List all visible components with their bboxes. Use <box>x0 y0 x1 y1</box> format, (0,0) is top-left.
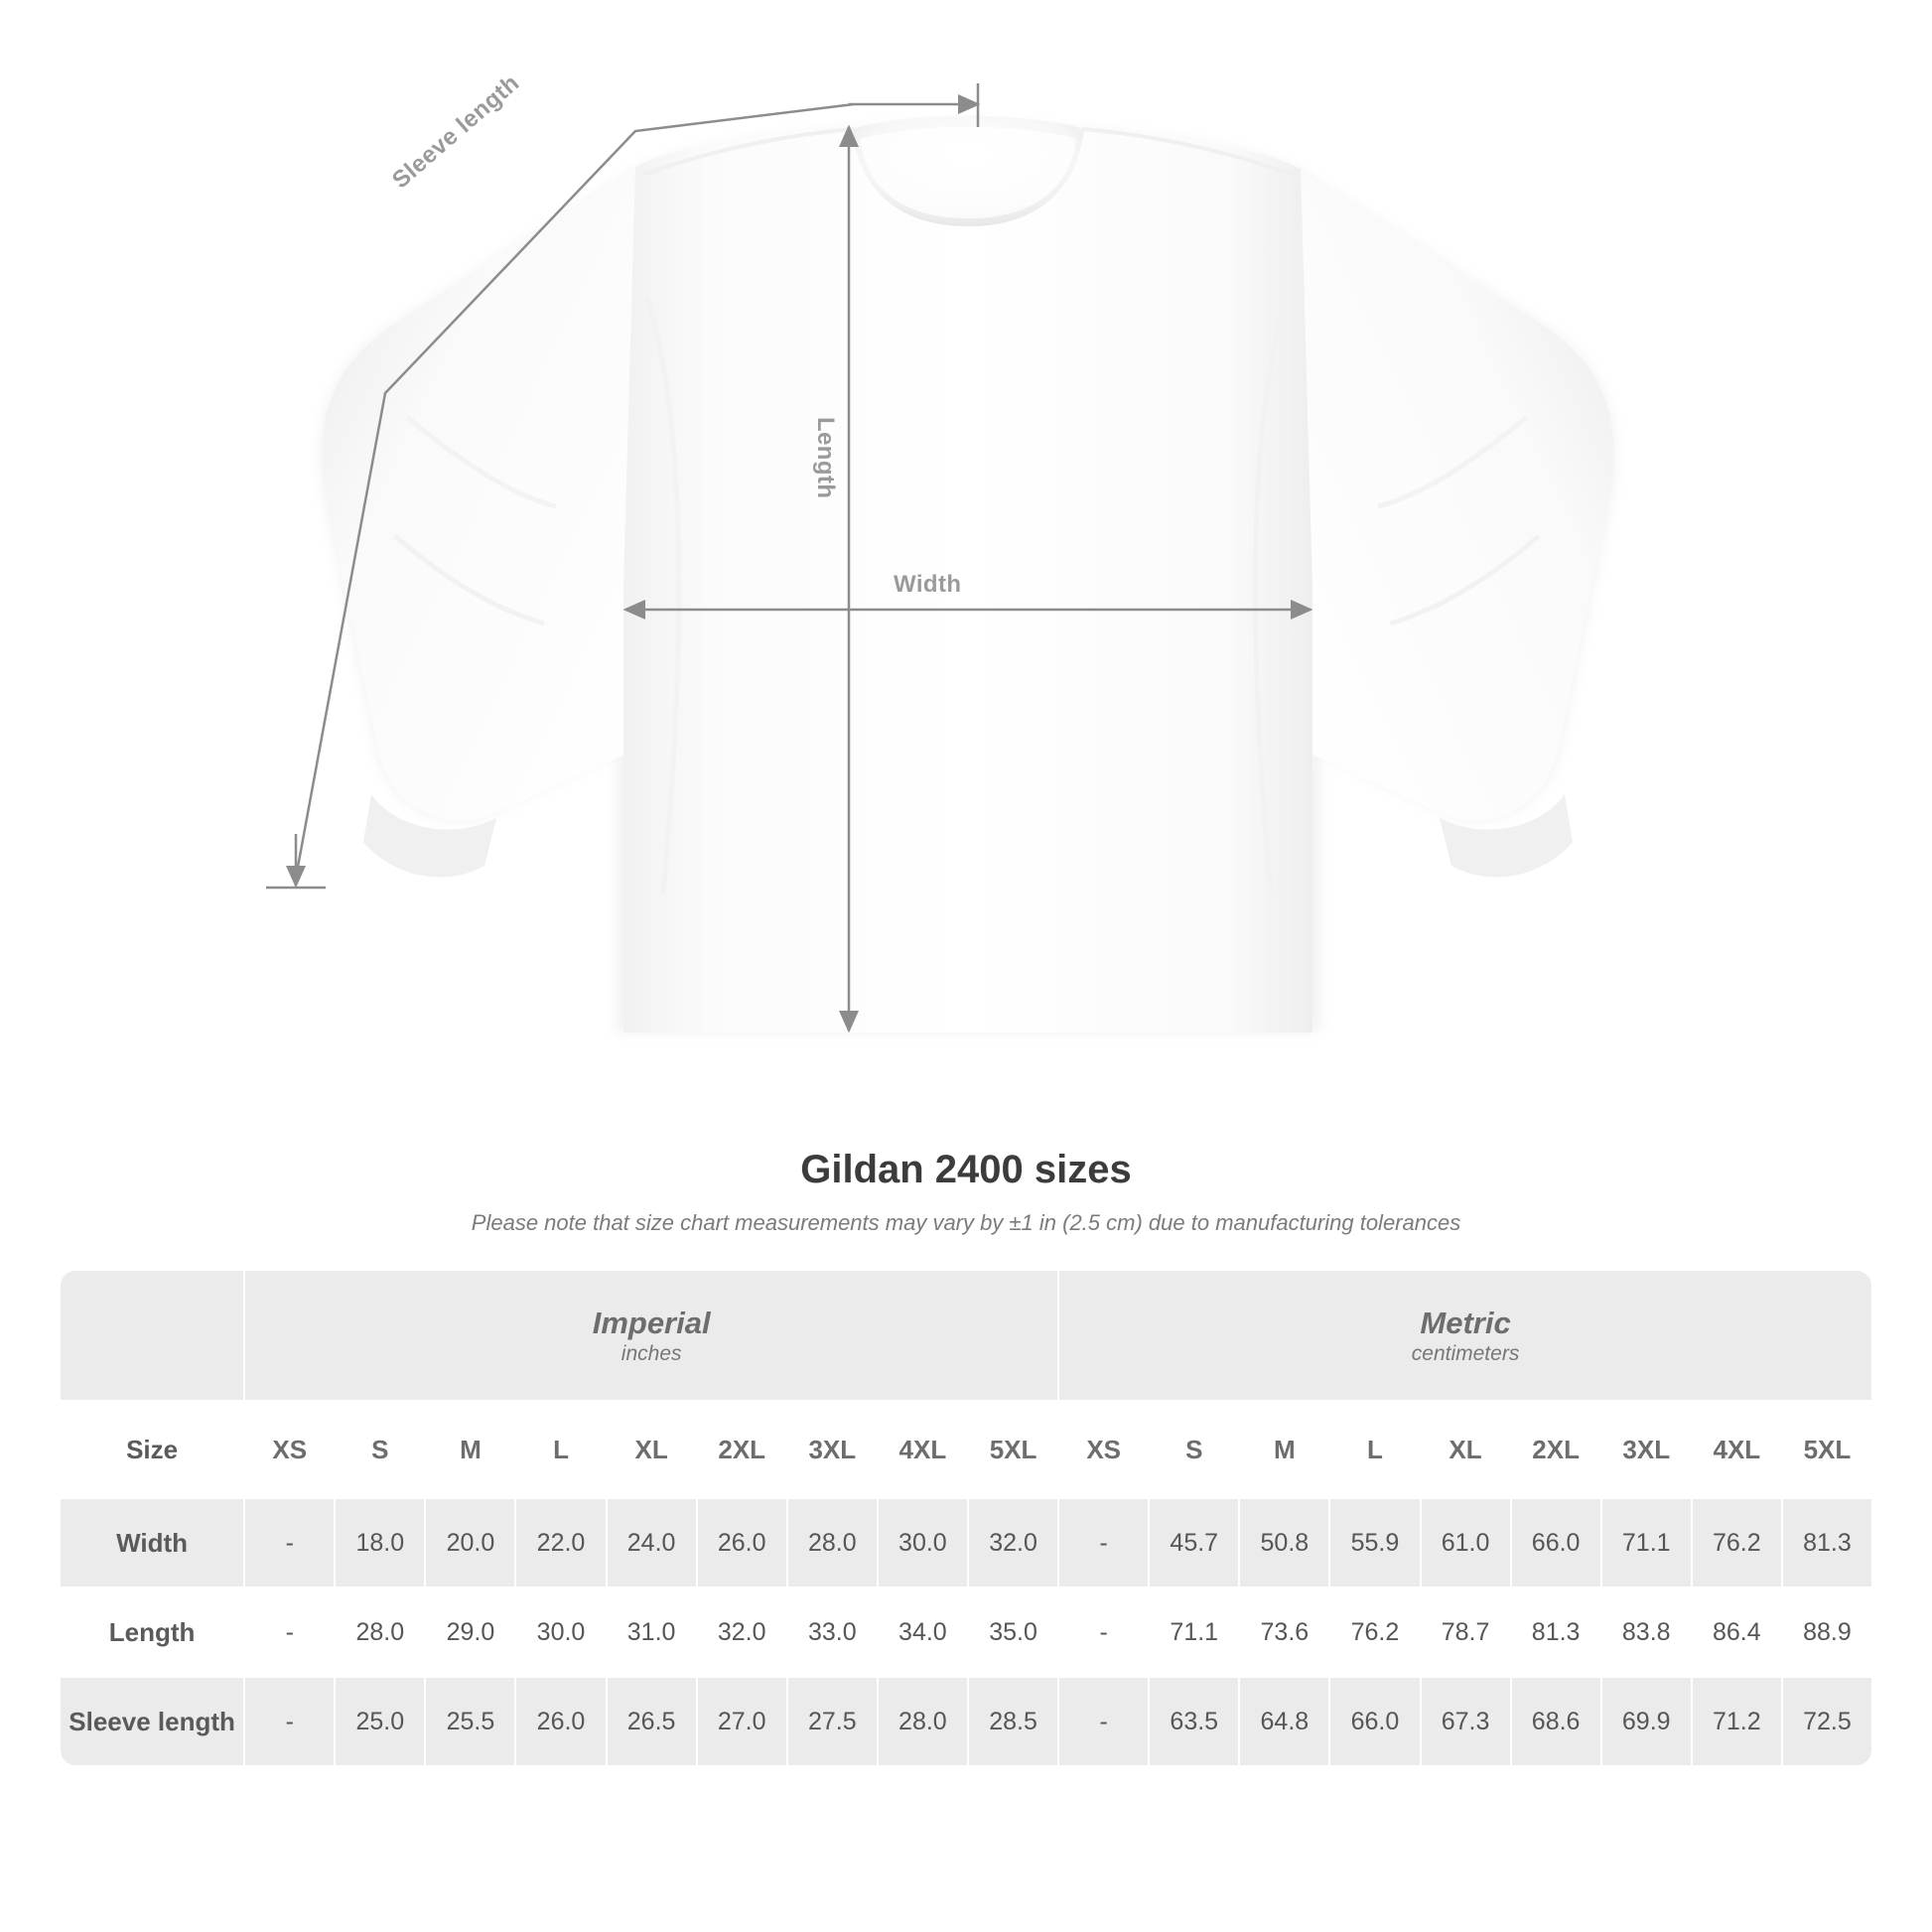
shirt-body <box>623 124 1312 1033</box>
cell-sleeve-metric-s: 63.5 <box>1149 1677 1239 1766</box>
cell-sleeve-metric-xs: - <box>1058 1677 1149 1766</box>
cell-width-imperial-3xl: 28.0 <box>787 1498 878 1587</box>
cell-width-imperial-xl: 24.0 <box>607 1498 697 1587</box>
header-metric-5xl: 5XL <box>1782 1401 1872 1498</box>
page-title: Gildan 2400 sizes <box>800 1148 1132 1191</box>
cell-width-imperial-2xl: 26.0 <box>697 1498 787 1587</box>
left-sleeve <box>323 169 636 821</box>
cell-length-imperial-l: 30.0 <box>515 1587 606 1677</box>
cell-width-imperial-4xl: 30.0 <box>878 1498 968 1587</box>
cell-sleeve-imperial-xl: 26.5 <box>607 1677 697 1766</box>
cell-width-metric-2xl: 66.0 <box>1511 1498 1601 1587</box>
cell-width-metric-l: 55.9 <box>1329 1498 1420 1587</box>
row-label-length: Length <box>60 1587 244 1677</box>
cell-sleeve-metric-4xl: 71.2 <box>1692 1677 1782 1766</box>
cell-width-metric-m: 50.8 <box>1239 1498 1329 1587</box>
cell-length-imperial-xl: 31.0 <box>607 1587 697 1677</box>
cell-length-imperial-xs: - <box>244 1587 335 1677</box>
cell-width-metric-5xl: 81.3 <box>1782 1498 1872 1587</box>
row-label-sleeve-length: Sleeve length <box>60 1677 244 1766</box>
unit-header-imperial <box>244 1270 1058 1401</box>
unit-header-row <box>60 1270 1872 1401</box>
table-row <box>60 1498 1872 1587</box>
cell-length-imperial-4xl: 34.0 <box>878 1587 968 1677</box>
right-sleeve <box>1301 171 1614 821</box>
cell-width-metric-3xl: 71.1 <box>1601 1498 1692 1587</box>
size-header-row <box>60 1401 1872 1498</box>
header-imperial-s: S <box>335 1401 425 1498</box>
cell-sleeve-metric-l: 66.0 <box>1329 1677 1420 1766</box>
cell-length-metric-xs: - <box>1058 1587 1149 1677</box>
cell-sleeve-metric-m: 64.8 <box>1239 1677 1329 1766</box>
width-label: Width <box>894 571 962 598</box>
header-metric-xl: XL <box>1421 1401 1511 1498</box>
header-metric-s: S <box>1149 1401 1239 1498</box>
cell-length-imperial-m: 29.0 <box>425 1587 515 1677</box>
cell-width-metric-xl: 61.0 <box>1421 1498 1511 1587</box>
cell-sleeve-imperial-4xl: 28.0 <box>878 1677 968 1766</box>
cell-width-imperial-xs: - <box>244 1498 335 1587</box>
cell-sleeve-imperial-xs: - <box>244 1677 335 1766</box>
cell-sleeve-metric-xl: 67.3 <box>1421 1677 1511 1766</box>
cell-length-imperial-3xl: 33.0 <box>787 1587 878 1677</box>
cell-sleeve-metric-3xl: 69.9 <box>1601 1677 1692 1766</box>
chart-title-block <box>0 1148 1932 1236</box>
sleeve-length-label: Sleeve length <box>387 69 525 195</box>
cell-length-metric-4xl: 86.4 <box>1692 1587 1782 1677</box>
size-chart-table-wrap <box>60 1270 1872 1766</box>
cell-sleeve-imperial-l: 26.0 <box>515 1677 606 1766</box>
cell-sleeve-imperial-3xl: 27.5 <box>787 1677 878 1766</box>
cell-width-imperial-s: 18.0 <box>335 1498 425 1587</box>
header-imperial-xl: XL <box>607 1401 697 1498</box>
cell-sleeve-imperial-m: 25.5 <box>425 1677 515 1766</box>
tolerance-note: Please note that size chart measurements may vary by ±1 in (2.5 cm) due to manufacturing tolerances <box>471 1210 1461 1235</box>
cell-length-metric-5xl: 88.9 <box>1782 1587 1872 1677</box>
unit-name-imperial: Imperial <box>592 1305 711 1340</box>
unit-header-spacer <box>60 1270 244 1401</box>
cell-length-metric-s: 71.1 <box>1149 1587 1239 1677</box>
cell-width-metric-xs: - <box>1058 1498 1149 1587</box>
cell-length-metric-3xl: 83.8 <box>1601 1587 1692 1677</box>
cell-sleeve-imperial-2xl: 27.0 <box>697 1677 787 1766</box>
cell-width-imperial-5xl: 32.0 <box>968 1498 1058 1587</box>
row-label-width: Width <box>60 1498 244 1587</box>
header-imperial-3xl: 3XL <box>787 1401 878 1498</box>
cell-length-metric-xl: 78.7 <box>1421 1587 1511 1677</box>
cell-sleeve-imperial-5xl: 28.5 <box>968 1677 1058 1766</box>
unit-name-metric: Metric <box>1420 1305 1511 1340</box>
cell-length-imperial-2xl: 32.0 <box>697 1587 787 1677</box>
cell-length-metric-l: 76.2 <box>1329 1587 1420 1677</box>
cell-length-metric-m: 73.6 <box>1239 1587 1329 1677</box>
table-row <box>60 1587 1872 1677</box>
header-imperial-xs: XS <box>244 1401 335 1498</box>
header-size: Size <box>60 1401 244 1498</box>
unit-sub-metric: centimeters <box>1411 1342 1520 1366</box>
header-metric-m: M <box>1239 1401 1329 1498</box>
cell-width-metric-s: 45.7 <box>1149 1498 1239 1587</box>
unit-sub-imperial: inches <box>621 1342 682 1366</box>
length-label: Length <box>812 417 839 499</box>
cell-length-imperial-5xl: 35.0 <box>968 1587 1058 1677</box>
table-row <box>60 1677 1872 1766</box>
cell-width-metric-4xl: 76.2 <box>1692 1498 1782 1587</box>
header-imperial-m: M <box>425 1401 515 1498</box>
header-metric-2xl: 2XL <box>1511 1401 1601 1498</box>
header-imperial-2xl: 2XL <box>697 1401 787 1498</box>
cell-sleeve-imperial-s: 25.0 <box>335 1677 425 1766</box>
cell-sleeve-metric-2xl: 68.6 <box>1511 1677 1601 1766</box>
size-chart-table <box>60 1270 1872 1766</box>
cell-width-imperial-m: 20.0 <box>425 1498 515 1587</box>
unit-header-metric <box>1058 1270 1872 1401</box>
header-imperial-l: L <box>515 1401 606 1498</box>
header-imperial-4xl: 4XL <box>878 1401 968 1498</box>
header-metric-l: L <box>1329 1401 1420 1498</box>
cell-length-metric-2xl: 81.3 <box>1511 1587 1601 1677</box>
cell-sleeve-metric-5xl: 72.5 <box>1782 1677 1872 1766</box>
header-metric-4xl: 4XL <box>1692 1401 1782 1498</box>
cell-length-imperial-s: 28.0 <box>335 1587 425 1677</box>
header-metric-3xl: 3XL <box>1601 1401 1692 1498</box>
header-metric-xs: XS <box>1058 1401 1149 1498</box>
cell-width-imperial-l: 22.0 <box>515 1498 606 1587</box>
header-imperial-5xl: 5XL <box>968 1401 1058 1498</box>
